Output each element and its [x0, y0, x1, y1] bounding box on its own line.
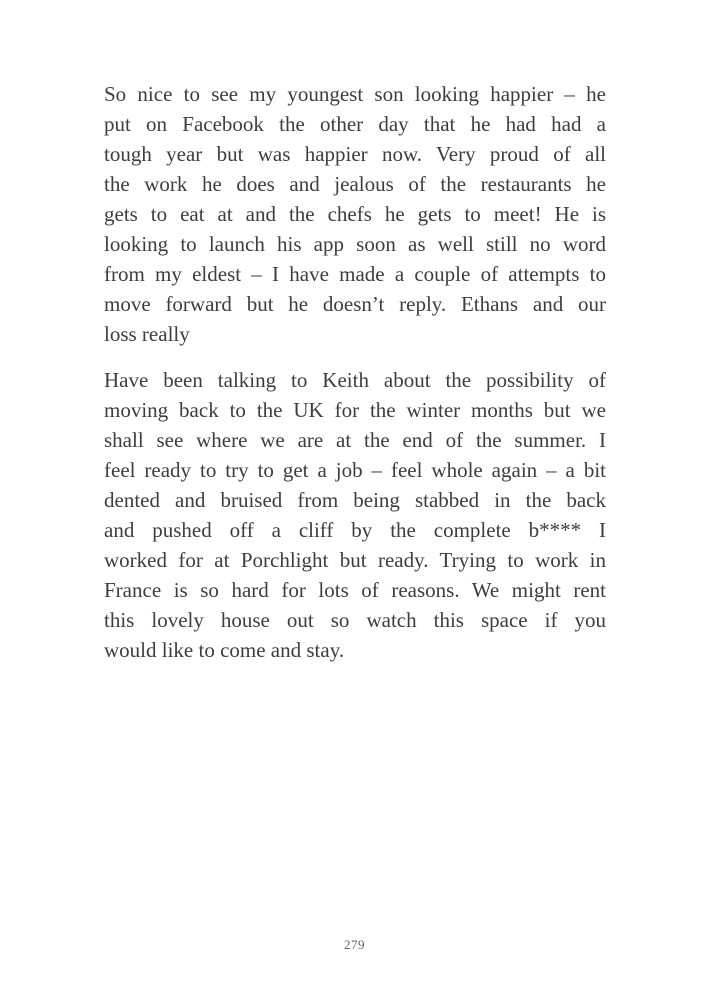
text-line: France is so hard for lots of reasons. We might rent: [104, 578, 606, 602]
text-line: Have been talking to Keith about the possibility of: [104, 368, 606, 392]
text-line: would like to come and stay.: [104, 638, 345, 662]
text-line: So nice to see my youngest son looking happier – he: [104, 82, 606, 106]
text-line: from my eldest – I have made a couple of attempts to: [104, 262, 606, 286]
page-number: 279: [344, 937, 365, 952]
page-footer: [0, 936, 709, 954]
text-line: put on Facebook the other day that he had had a: [104, 112, 606, 136]
paragraph: [104, 79, 606, 349]
text-line: worked for at Porchlight but ready. Trying to work in: [104, 548, 606, 572]
text-line: looking to launch his app soon as well still no word: [104, 232, 606, 256]
text-line: dented and bruised from being stabbed in the back: [104, 488, 606, 512]
text-line: tough year but was happier now. Very proud of all: [104, 142, 606, 166]
text-line: move forward but he doesn’t reply. Ethans and our: [104, 292, 606, 316]
text-line: and pushed off a cliff by the complete b**** I: [104, 518, 606, 542]
text-line: gets to eat at and the chefs he gets to meet! He is: [104, 202, 606, 226]
text-line: the work he does and jealous of the restaurants he: [104, 172, 606, 196]
paragraph: [104, 365, 606, 665]
text-line: this lovely house out so watch this space if you: [104, 608, 606, 632]
text-line: loss really: [104, 322, 190, 346]
text-line: moving back to the UK for the winter months but we: [104, 398, 606, 422]
page-text: [104, 79, 606, 681]
text-line: shall see where we are at the end of the summer. I: [104, 428, 606, 452]
text-line: feel ready to try to get a job – feel whole again – a bit: [104, 458, 606, 482]
